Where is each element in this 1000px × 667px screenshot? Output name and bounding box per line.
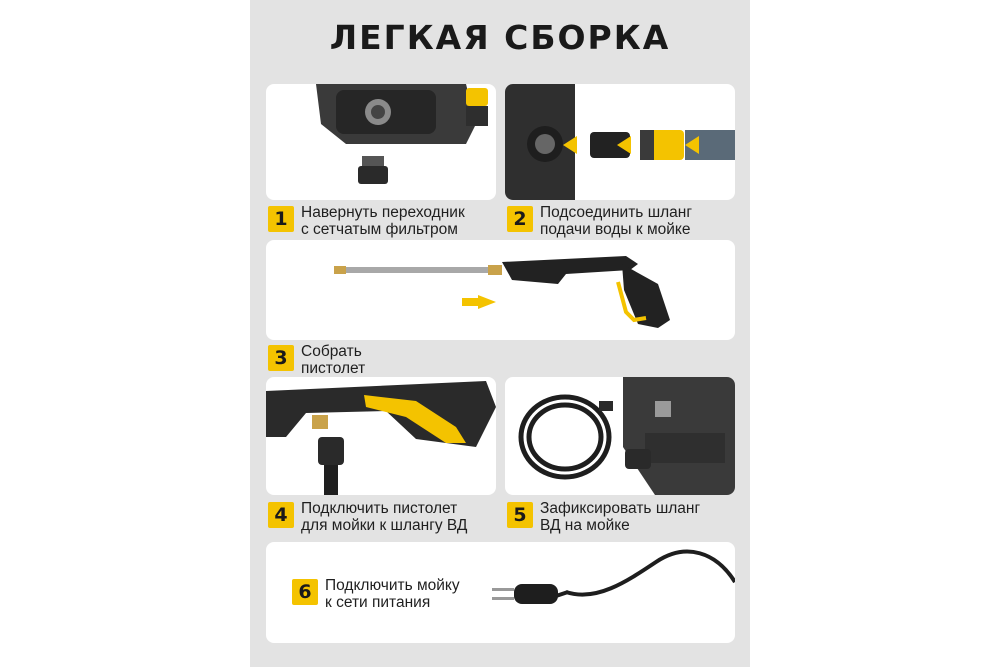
step-1-text: Навернуть переходник с сетчатым фильтром	[301, 204, 465, 238]
step-3-number: 3	[268, 345, 294, 371]
step-6	[292, 577, 460, 611]
step-3-text: Собрать пистолет	[301, 343, 366, 377]
hp-hose-illustration	[505, 377, 735, 495]
step-5-number: 5	[507, 502, 533, 528]
step-1-image	[266, 84, 496, 200]
step-5-text: Зафиксировать шланг ВД на мойке	[540, 500, 701, 534]
step-2	[507, 204, 692, 238]
page-title: ЛЕГКАЯ СБОРКА	[329, 18, 671, 57]
step-3	[268, 343, 365, 377]
instruction-sheet	[250, 0, 750, 667]
step-3-image	[266, 240, 735, 340]
step-2-text: Подсоединить шланг подачи воды к мойке	[540, 204, 693, 238]
step-2-image	[505, 84, 735, 200]
step-4	[268, 500, 467, 534]
gun-hose-illustration	[266, 377, 496, 495]
spray-gun-illustration	[266, 240, 735, 340]
step-1-number: 1	[268, 206, 294, 232]
step-5-image	[505, 377, 735, 495]
step-2-number: 2	[507, 206, 533, 232]
water-hose-illustration	[505, 84, 735, 200]
washer-adapter-illustration	[266, 84, 496, 200]
step-6-number: 6	[292, 579, 318, 605]
step-4-text: Подключить пистолет для мойки к шлангу ВД	[301, 500, 468, 534]
step-4-number: 4	[268, 502, 294, 528]
step-6-text: Подключить мойку к сети питания	[325, 577, 460, 611]
step-4-image	[266, 377, 496, 495]
step-5	[507, 500, 700, 534]
step-1	[268, 204, 465, 238]
